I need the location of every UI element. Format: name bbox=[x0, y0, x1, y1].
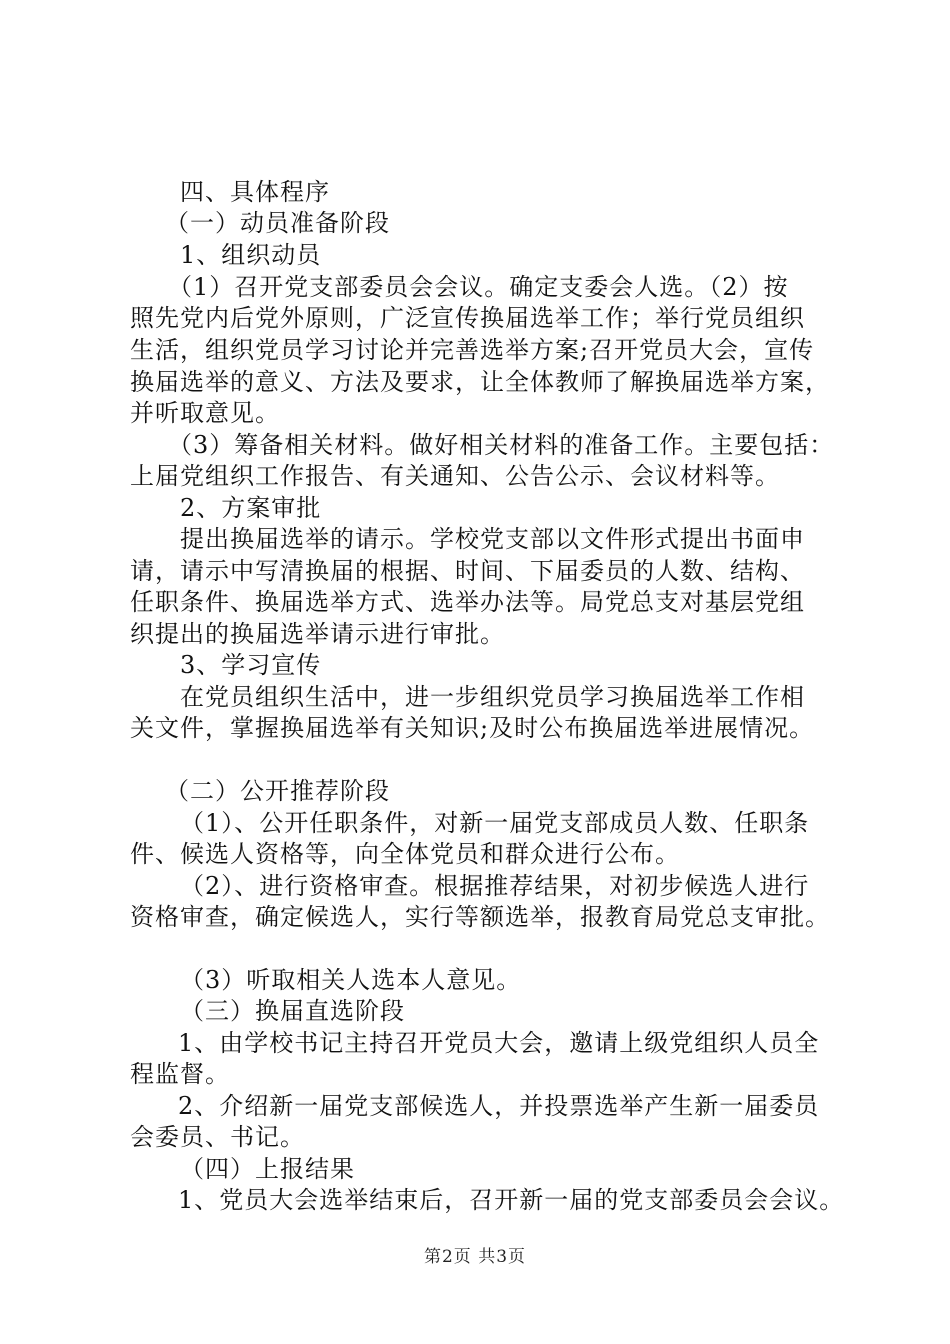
paragraph-line: （1）召开党支部委员会会议。确定支委会人选。（2）按 bbox=[168, 273, 789, 301]
paragraph-line: 件、候选人资格等，向全体党员和群众进行公布。 bbox=[130, 840, 680, 868]
item-plan-approval: 2、方案审批 bbox=[180, 494, 322, 522]
paragraph-line: 并听取意见。 bbox=[130, 399, 280, 427]
paragraph-line: （3）筹备相关材料。做好相关材料的准备工作。主要包括： bbox=[168, 431, 835, 459]
paragraph-line: 在党员组织生活中，进一步组织党员学习换届选举工作相 bbox=[180, 683, 805, 711]
subheading-report-results: （四）上报结果 bbox=[180, 1155, 355, 1183]
paragraph-line: 会委员、书记。 bbox=[130, 1123, 305, 1151]
paragraph-line: （2）、进行资格审查。根据推荐结果，对初步候选人进行 bbox=[180, 872, 810, 900]
subheading-recommendation: （二）公开推荐阶段 bbox=[165, 777, 390, 805]
paragraph-line: 上届党组织工作报告、有关通知、公告公示、会议材料等。 bbox=[130, 462, 780, 490]
paragraph-line: 关文件，掌握换届选举有关知识;及时公布换届选举进展情况。 bbox=[130, 714, 815, 742]
paragraph-line: 2、介绍新一届党支部候选人，并投票选举产生新一届委员 bbox=[178, 1092, 820, 1120]
paragraph-line: 资格审查，确定候选人，实行等额选举，报教育局党总支审批。 bbox=[130, 903, 830, 931]
paragraph-line: 生活，组织党员学习讨论并完善选举方案;召开党员大会，宣传 bbox=[130, 336, 815, 364]
item-study-publicity: 3、学习宣传 bbox=[180, 651, 322, 679]
paragraph-line: 换届选举的意义、方法及要求，让全体教师了解换届选举方案， bbox=[130, 368, 830, 396]
paragraph-line: 任职条件、换届选举方式、选举办法等。局党总支对基层党组 bbox=[130, 588, 805, 616]
page-footer: 第2页 共3页 bbox=[423, 1247, 527, 1267]
paragraph-line: 照先党内后党外原则，广泛宣传换届选举工作；举行党员组织 bbox=[130, 304, 805, 332]
subheading-mobilization: （一）动员准备阶段 bbox=[165, 209, 390, 237]
paragraph-line: （1）、公开任职条件，对新一届党支部成员人数、任职条 bbox=[180, 809, 810, 837]
paragraph-line: 请，请示中写清换届的根据、时间、下届委员的人数、结构、 bbox=[130, 557, 805, 585]
heading-procedure: 四、具体程序 bbox=[180, 178, 330, 206]
paragraph-line: 1、党员大会选举结束后，召开新一届的党支部委员会会议。 bbox=[178, 1186, 845, 1214]
paragraph-line: 提出换届选举的请示。学校党支部以文件形式提出书面申 bbox=[180, 525, 805, 553]
paragraph-line: （3）听取相关人选本人意见。 bbox=[180, 966, 522, 994]
item-organize-mobilization: 1、组织动员 bbox=[180, 241, 322, 269]
paragraph-line: 1、由学校书记主持召开党员大会，邀请上级党组织人员全 bbox=[178, 1029, 820, 1057]
paragraph-line: 程监督。 bbox=[130, 1060, 230, 1088]
paragraph-line: 织提出的换届选举请示进行审批。 bbox=[130, 620, 505, 648]
subheading-direct-election: （三）换届直选阶段 bbox=[180, 997, 405, 1025]
